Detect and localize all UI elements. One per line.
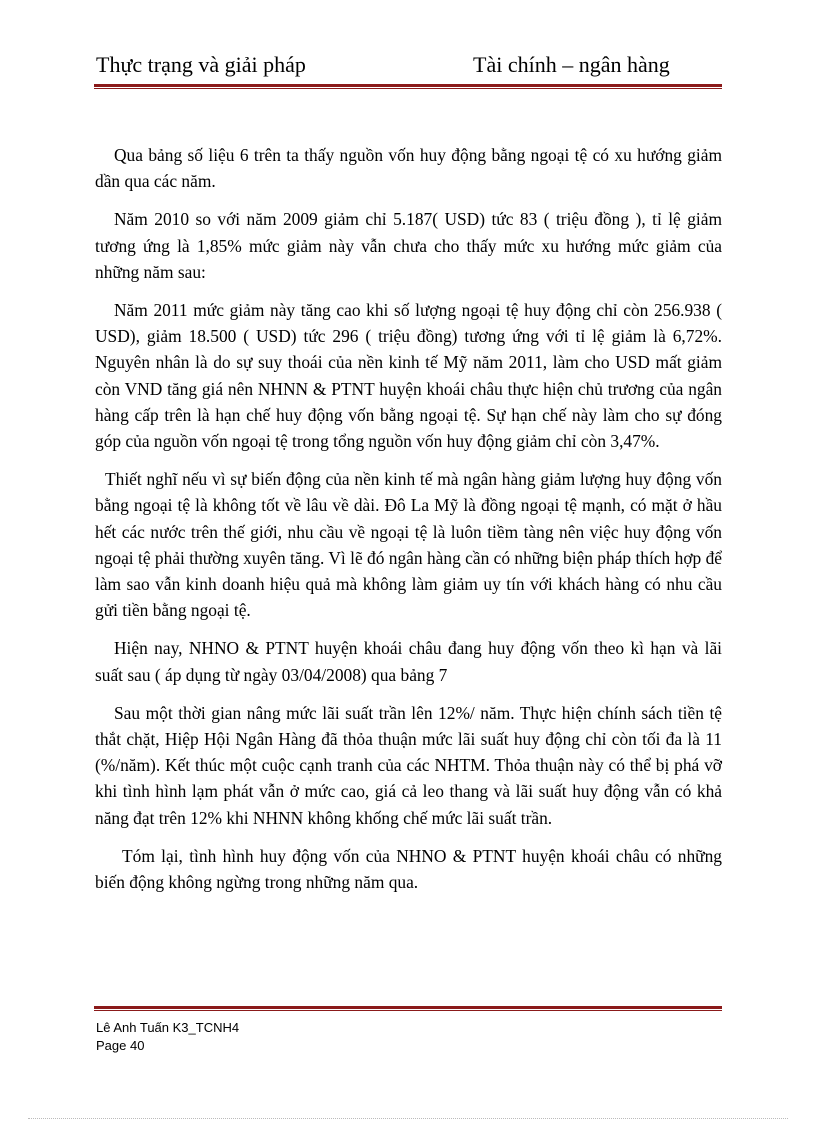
header-left-title: Thực trạng và giải pháp (96, 52, 306, 77)
paragraph-4: Thiết nghĩ nếu vì sự biến động của nền kinh tế mà ngân hàng giảm lượng huy động vốn bằng ngoại tệ là không tốt về lâu về dài. Đô La Mỹ là đồng ngoại tệ mạnh, có mặt ở hầu hết các nước trên thế giới, nhu cầu về ngoại tệ là luôn tiềm tàng nên việc huy động vốn ngoại tệ phải thường xuyên tăng. Vì lẽ đó ngân hàng cần có những biện pháp thích hợp để làm sao vẫn kinh doanh hiệu quả mà không làm giảm uy tín với khách hàng có nhu cầu gửi tiền bằng ngoại tệ. (95, 469, 722, 621)
paragraph-3: Năm 2011 mức giảm này tăng cao khi số lượng ngoại tệ huy động chỉ còn 256.938 ( USD), giảm 18.500 ( USD) tức 296 ( triệu đồng) tương ứng với tỉ lệ giảm là 6,72%. Nguyên nhân là do sự suy thoái của nền kinh tế Mỹ năm 2011, làm cho USD mất giảm còn VND tăng giá nên NHNN & PTNT huyện khoái châu thực hiện chủ trương của ngân hàng cấp trên là hạn chế huy động vốn bằng ngoại tệ. Sự hạn chế này làm cho sự đóng góp của nguồn vốn ngoại tệ trong tổng nguồn vốn huy động giảm chỉ còn 3,47%. (95, 300, 722, 452)
header-right-title: Tài chính – ngân hàng (473, 52, 670, 77)
page-header (96, 50, 722, 84)
footer-author: Lê Anh Tuấn K3_TCNH4 (96, 1020, 240, 1035)
footer-page-number: Page 40 (96, 1038, 145, 1053)
footer-rule (94, 1006, 722, 1011)
paragraph-7: Tóm lại, tình hình huy động vốn của NHNO & PTNT huyện khoái châu có những biến động không ngừng trong những năm qua. (95, 845, 722, 893)
paragraph-5: Hiện nay, NHNO & PTNT huyện khoái châu đang huy động vốn theo kì hạn và lãi suất sau ( áp dụng từ ngày 03/04/2008) qua bảng 7 (95, 638, 722, 685)
header-rule (94, 84, 722, 89)
paragraph-1: Qua bảng số liệu 6 trên ta thấy nguồn vốn huy động bằng ngoại tệ có xu hướng giảm dần qua các năm. (95, 145, 722, 192)
page-footer (96, 1019, 239, 1055)
paragraph-2: Năm 2010 so với năm 2009 giảm chỉ 5.187( USD) tức 83 ( triệu đồng ), tỉ lệ giảm tương ứng là 1,85% mức giảm này vẫn chưa cho thấy mức xu hướng mức giảm của những năm sau: (95, 209, 722, 282)
document-body (95, 142, 722, 907)
paragraph-6: Sau một thời gian nâng mức lãi suất trần lên 12%/ năm. Thực hiện chính sách tiền tệ thắt chặt, Hiệp Hội Ngân Hàng đã thỏa thuận mức lãi suất huy động chỉ còn tối đa là 11 (%/năm). Kết thúc một cuộc cạnh tranh của các NHTM. Thỏa thuận này có thể bị phá vỡ khi tình hình lạm phát vẫn ở mức cao, giá cả leo thang và lãi suất huy động vẫn có khả năng đạt trên 12% khi NHNN không khống chế mức lãi suất trần. (95, 702, 722, 828)
page-bottom-divider (28, 1118, 788, 1119)
